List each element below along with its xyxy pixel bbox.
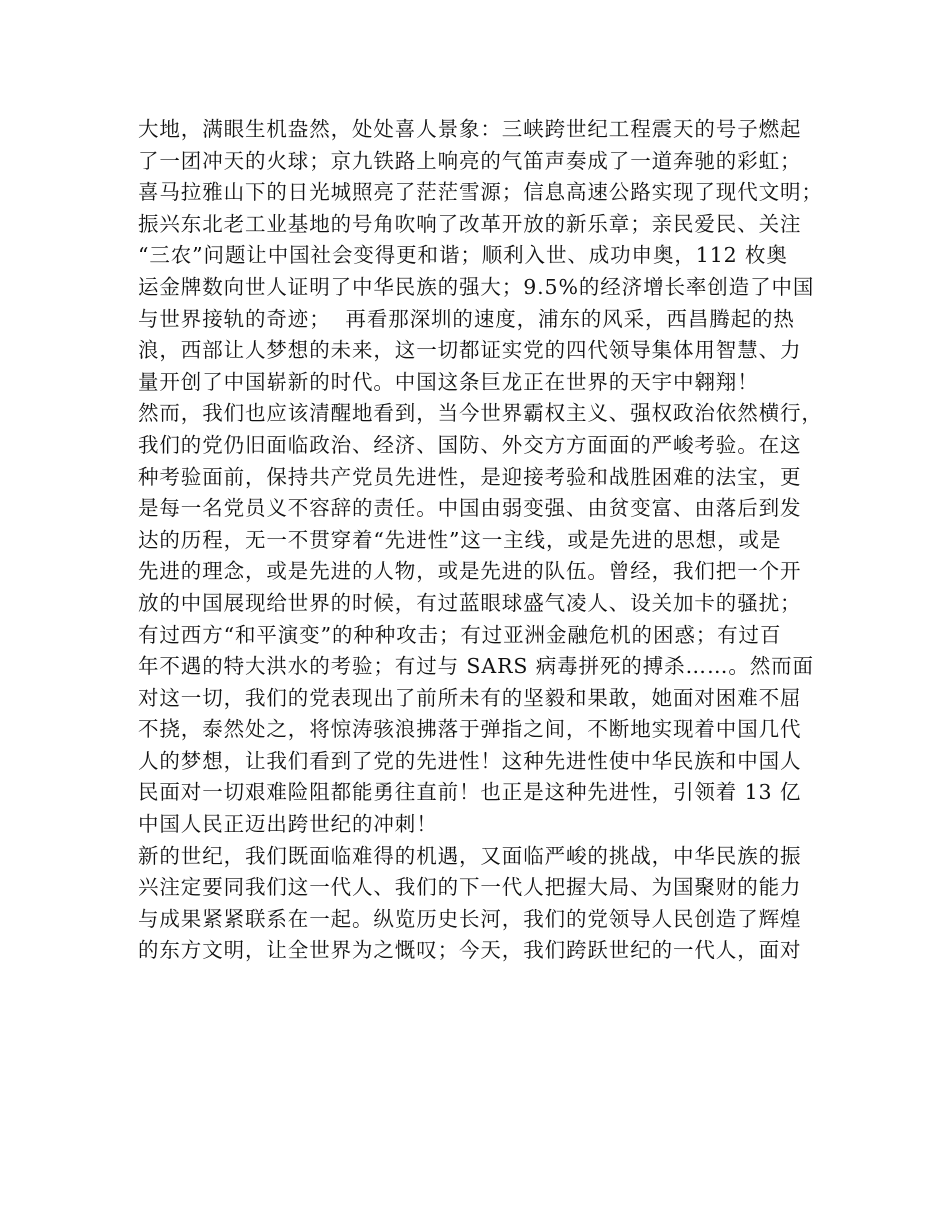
text-line: 与世界接轨的奇迹； 再看那深圳的速度，浦东的风采，西昌腾起的热 — [138, 306, 795, 331]
text-line: 大地，满眼生机盎然，处处喜人景象：三峡跨世纪工程震天的号子燃起 — [138, 117, 802, 141]
text-line: 然而，我们也应该清醒地看到，当今世界霸权主义、强权政治依然横行， — [138, 401, 823, 426]
document-body — [138, 114, 838, 967]
text-line: 的东方文明，让全世界为之慨叹；今天，我们跨跃世纪的一代人，面对 — [138, 938, 802, 963]
text-line: 运金牌数向世人证明了中华民族的强大；9.5%的经济增长率创造了中国 — [138, 274, 815, 299]
text-line: “三农”问题让中国社会变得更和谐；顺利入世、成功申奥，112 枚奥 — [138, 243, 788, 268]
text-line: 兴注定要同我们这一代人、我们的下一代人把握大局、为国聚财的能力 — [138, 875, 802, 900]
text-line: 对这一切，我们的党表现出了前所未有的坚毅和果敢，她面对困难不屈 — [138, 685, 802, 710]
text-line: 中国人民正迈出跨世纪的冲刺！ — [138, 812, 438, 837]
text-line: 我们的党仍旧面临政治、经济、国防、外交方方面面的严峻考验。在这 — [138, 432, 802, 457]
text-line: 与成果紧紧联系在一起。纵览历史长河，我们的党领导人民创造了辉煌 — [138, 906, 802, 931]
text-line: 达的历程，无一不贯穿着“先进性”这一主线，或是先进的思想，或是 — [138, 527, 782, 552]
text-line: 种考验面前，保持共产党员先进性，是迎接考验和战胜困难的法宝，更 — [138, 464, 802, 489]
text-line: 放的中国展现给世界的时候，有过蓝眼球盛气凌人、设关加卡的骚扰； — [138, 590, 802, 615]
text-line: 浪，西部让人梦想的未来，这一切都证实党的四代领导集体用智慧、力 — [138, 338, 802, 363]
text-line: 年不遇的特大洪水的考验；有过与 SARS 病毒拼死的搏杀……。然而面 — [138, 654, 814, 679]
text-line: 先进的理念，或是先进的人物，或是先进的队伍。曾经，我们把一个开 — [138, 559, 802, 584]
text-line: 人的梦想，让我们看到了党的先进性！这种先进性使中华民族和中国人 — [138, 748, 802, 773]
text-line: 新的世纪，我们既面临难得的机遇，又面临严峻的挑战，中华民族的振 — [138, 843, 802, 868]
text-line: 是每一名党员义不容辞的责任。中国由弱变强、由贫变富、由落后到发 — [138, 496, 802, 521]
text-line: 有过西方“和平演变”的种种攻击；有过亚洲金融危机的困惑；有过百 — [138, 622, 782, 647]
text-line: 了一团冲天的火球；京九铁路上响亮的气笛声奏成了一道奔驰的彩虹； — [138, 148, 802, 173]
text-line: 不挠，泰然处之，将惊涛骇浪拂落于弹指之间，不断地实现着中国几代 — [138, 717, 802, 742]
text-line: 喜马拉雅山下的日光城照亮了茫茫雪源；信息高速公路实现了现代文明； — [138, 180, 823, 205]
text-line: 量开创了中国崭新的时代。中国这条巨龙正在世界的天宇中翱翔！ — [138, 369, 759, 394]
text-line: 振兴东北老工业基地的号角吹响了改革开放的新乐章；亲民爱民、关注 — [138, 211, 802, 236]
text-line: 民面对一切艰难险阻都能勇往直前！也正是这种先进性，引领着 13 亿 — [138, 780, 802, 805]
